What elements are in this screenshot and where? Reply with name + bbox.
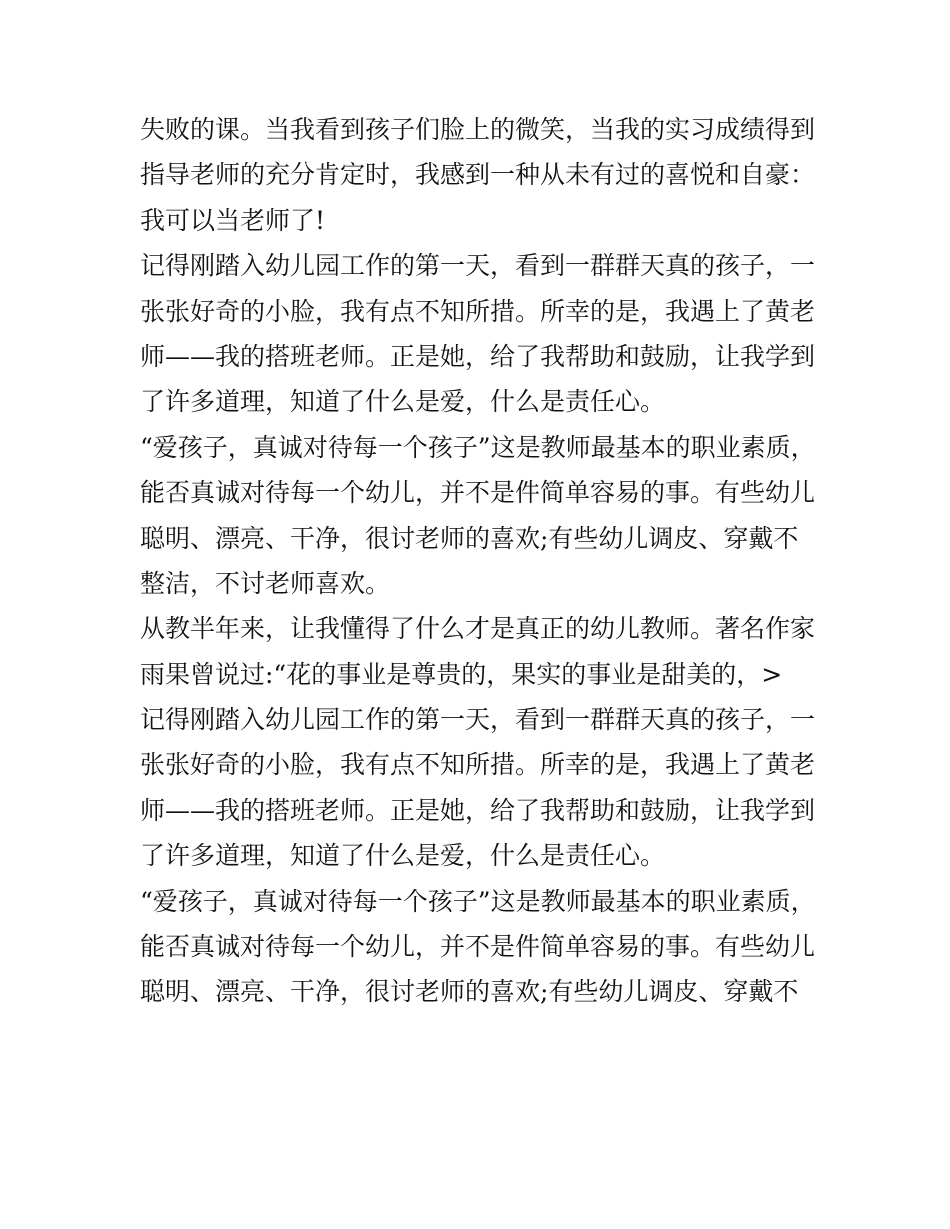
text-line: 能否真诚对待每一个幼儿，并不是件简单容易的事。有些幼儿: [140, 932, 816, 962]
text-line: 聪明、漂亮、干净，很讨老师的喜欢;有些幼儿调皮、穿戴不: [140, 977, 799, 1007]
text-line: 记得刚踏入幼儿园工作的第一天，看到一群群天真的孩子，一: [140, 251, 816, 281]
text-line: 指导老师的充分肯定时，我感到一种从未有过的喜悦和自豪：: [140, 160, 816, 190]
text-line: 张张好奇的小脸，我有点不知所措。所幸的是，我遇上了黄老: [140, 296, 816, 326]
document-body: [140, 107, 820, 1015]
text-line: 雨果曾说过:“花的事业是尊贵的，果实的事业是甜美的，>: [140, 659, 783, 689]
text-line: 失败的课。当我看到孩子们脸上的微笑，当我的实习成绩得到: [140, 115, 816, 144]
text-line: 从教半年来，让我懂得了什么才是真正的幼儿教师。著名作家: [140, 614, 816, 644]
text-line: 聪明、漂亮、干净，很讨老师的喜欢;有些幼儿调皮、穿戴不: [140, 523, 799, 553]
text-line: 张张好奇的小脸，我有点不知所措。所幸的是，我遇上了黄老: [140, 750, 816, 780]
text-line: 了许多道理，知道了什么是爱，什么是责任心。: [140, 841, 666, 871]
text-line: 我可以当老师了!: [140, 205, 326, 235]
text-line: “爱孩子，真诚对待每一个孩子”这是教师最基本的职业素质，: [140, 432, 816, 462]
text-line: 能否真诚对待每一个幼儿，并不是件简单容易的事。有些幼儿: [140, 478, 816, 508]
text-line: “爱孩子，真诚对待每一个孩子”这是教师最基本的职业素质，: [140, 886, 816, 916]
text-line: 整洁，不讨老师喜欢。: [140, 568, 391, 598]
text-line: 了许多道理，知道了什么是爱，什么是责任心。: [140, 387, 666, 417]
text-line: 师——我的搭班老师。正是她，给了我帮助和鼓励，让我学到: [140, 795, 816, 825]
text-line: 记得刚踏入幼儿园工作的第一天，看到一群群天真的孩子，一: [140, 705, 816, 735]
text-line: 师——我的搭班老师。正是她，给了我帮助和鼓励，让我学到: [140, 341, 816, 371]
